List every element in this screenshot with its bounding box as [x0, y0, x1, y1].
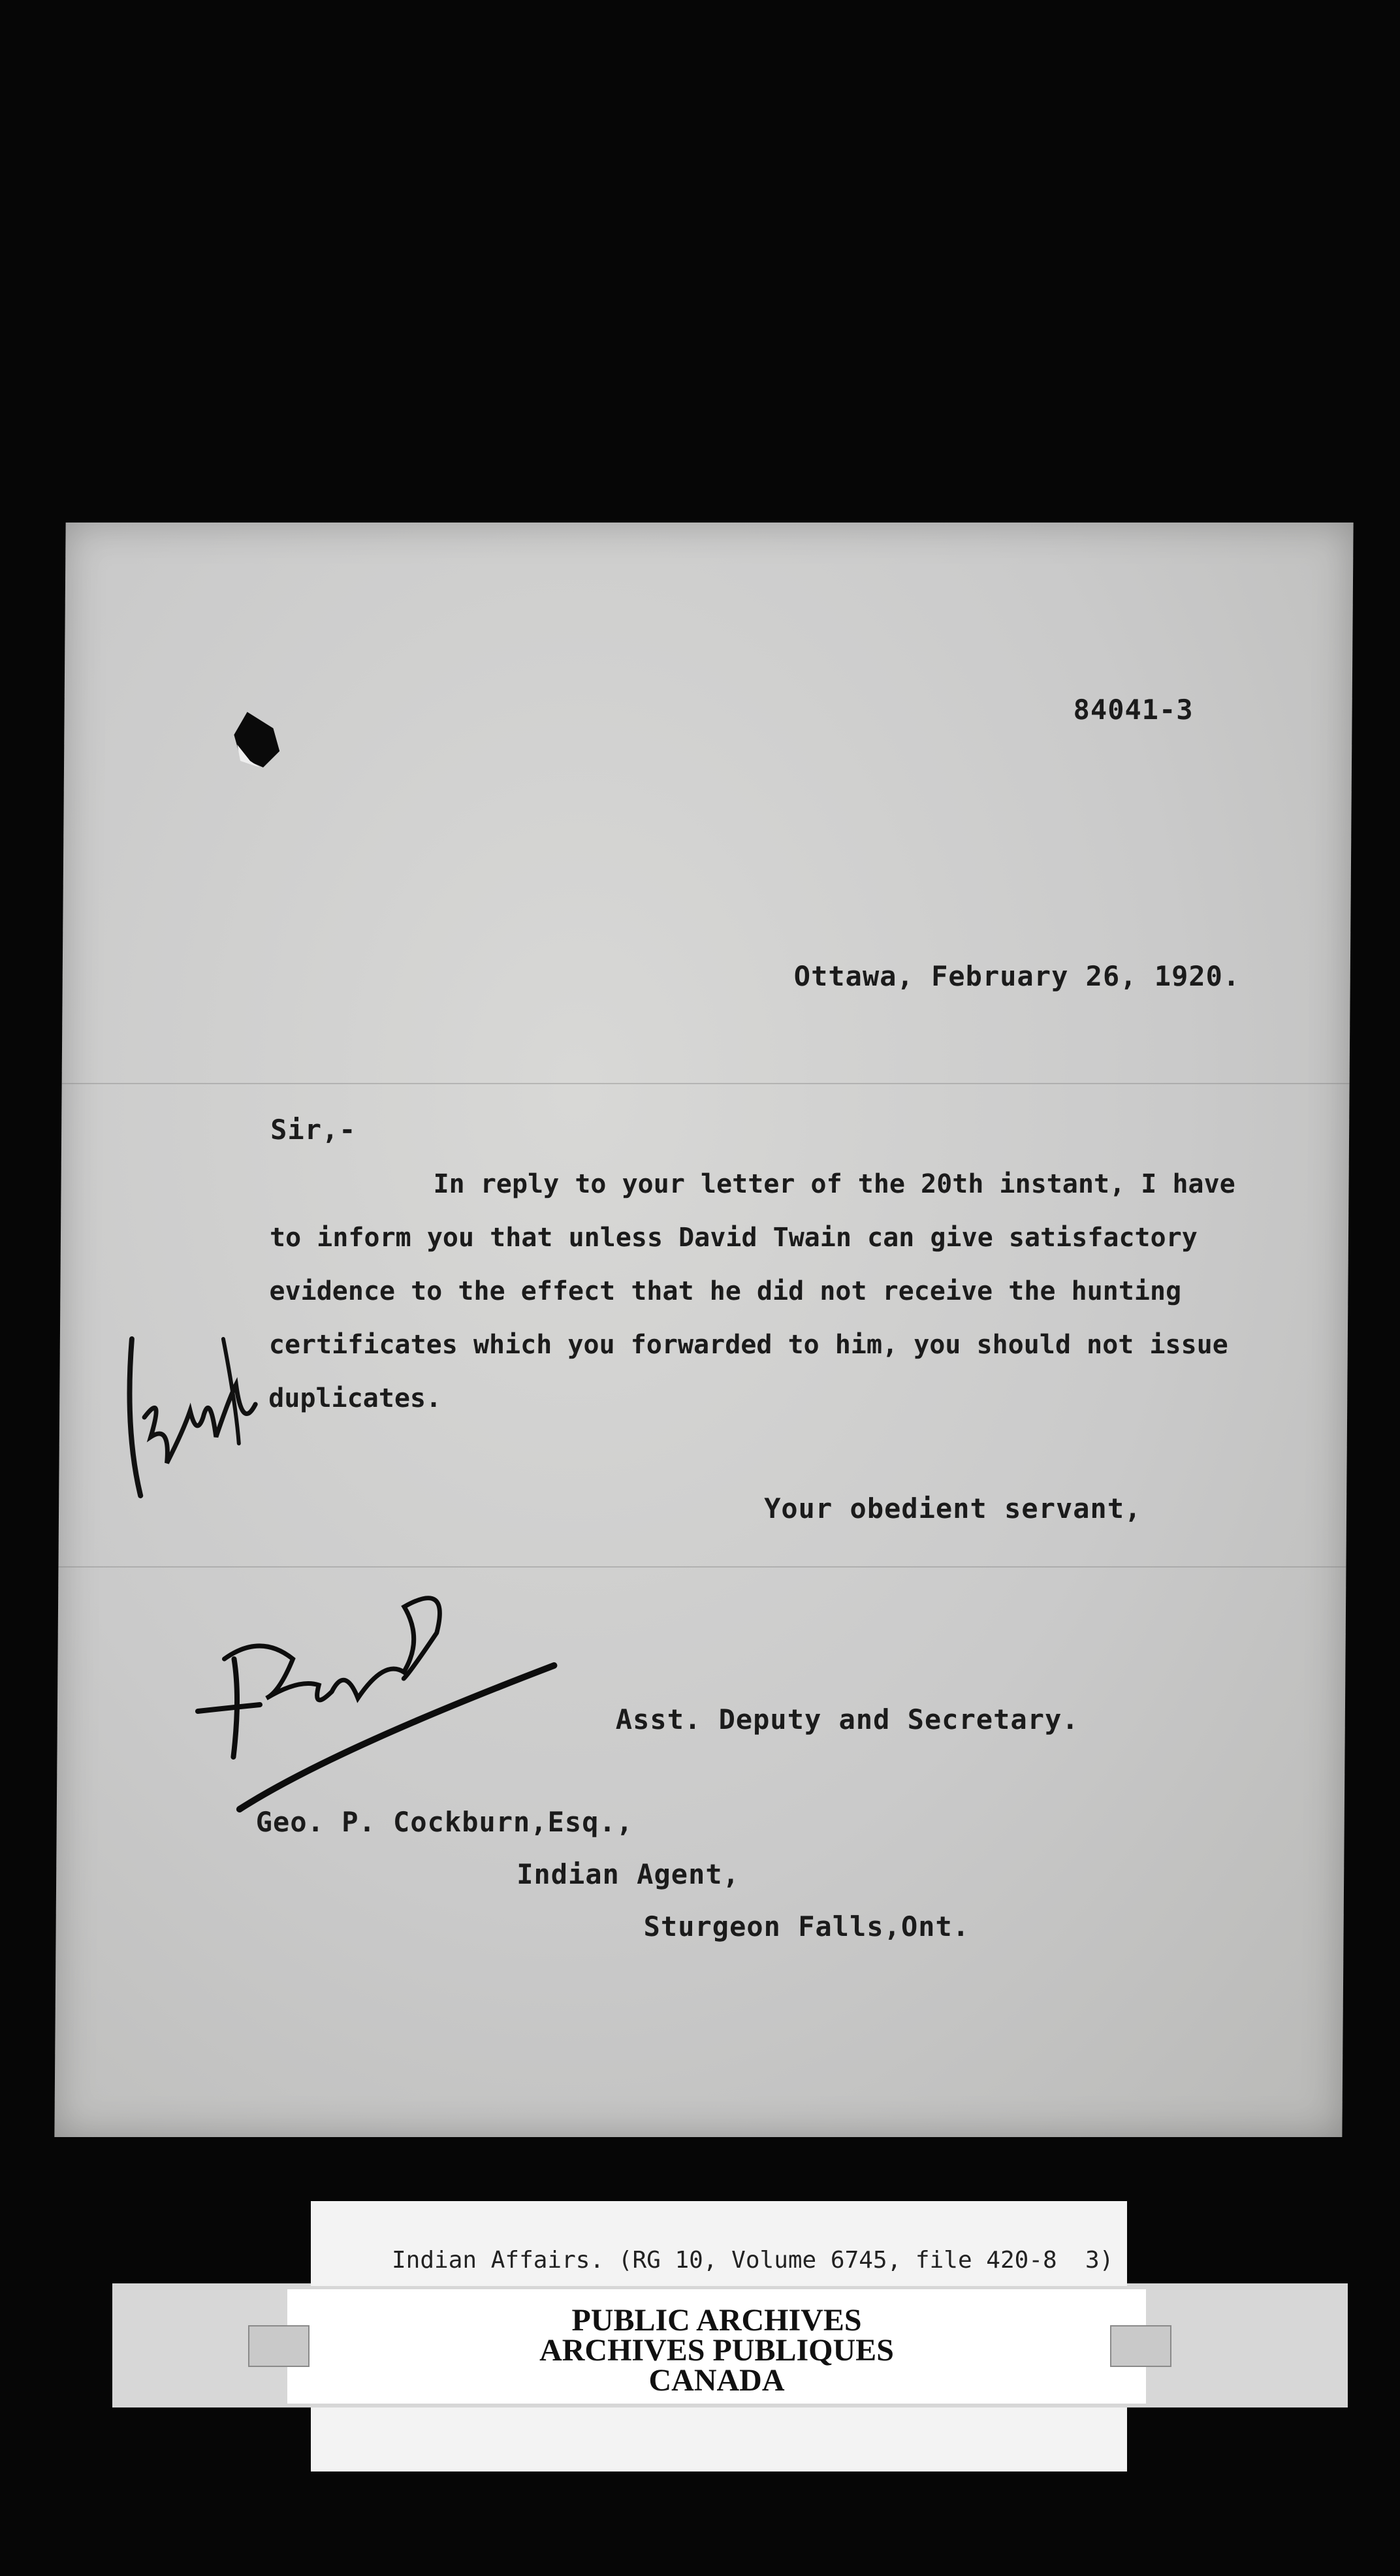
addressee-location: Sturgeon Falls,Ont.: [643, 1910, 970, 1942]
body-line-4: certificates which you forwarded to him, you should not issue: [268, 1330, 1229, 1360]
date-line: Ottawa, February 26, 1920.: [793, 960, 1241, 992]
margin-note-handwriting: [104, 1300, 302, 1522]
body-line-3: evidence to the effect that he did not receive the hunting: [269, 1276, 1182, 1306]
archive-title-line2: ARCHIVES PUBLIQUES: [539, 2333, 894, 2368]
body-line-1: In reply to your letter of the 20th instant, I have: [433, 1169, 1235, 1199]
fold-line: [62, 1083, 1350, 1084]
punch-hole-mark: [227, 705, 287, 771]
archive-label-bottom: [311, 2407, 1127, 2471]
archive-source-reference: Indian Affairs. (RG 10, Volume 6745, file 420-8 3): [392, 2247, 1114, 2274]
letter-page: [54, 523, 1353, 2137]
archive-title-line3: CANADA: [648, 2363, 785, 2398]
body-line-2: to inform you that unless David Twain can give satisfactory: [269, 1223, 1198, 1253]
addressee-name: Geo. P. Cockburn,Esq.,: [255, 1806, 634, 1838]
salutation: Sir,-: [270, 1114, 357, 1146]
signer-title: Asst. Deputy and Secretary.: [615, 1703, 1079, 1735]
body-line-5: duplicates.: [268, 1383, 442, 1413]
addressee-role: Indian Agent,: [517, 1858, 740, 1890]
signature-handwriting: [187, 1561, 594, 1822]
file-number: 84041-3: [1073, 694, 1194, 726]
closing: Your obedient servant,: [763, 1492, 1142, 1524]
archive-title-line1: PUBLIC ARCHIVES: [571, 2303, 862, 2338]
